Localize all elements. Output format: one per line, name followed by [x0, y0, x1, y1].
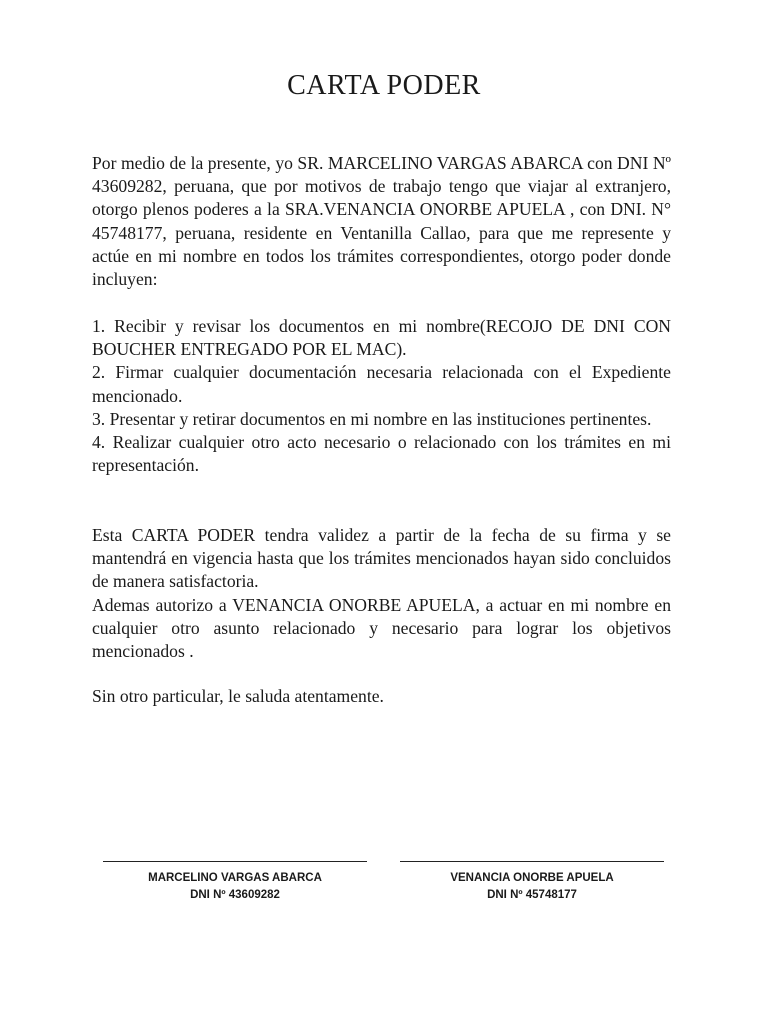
list-item: 1. Recibir y revisar los documentos en mi nombre(RECOJO DE DNI CON BOUCHER ENTREGADO POR EL MAC). [92, 316, 671, 360]
signer-dni: DNI Nº 43609282 [190, 889, 280, 901]
signer-dni: DNI Nº 45748177 [487, 889, 577, 901]
signer-name: VENANCIA ONORBE APUELA [450, 872, 614, 884]
signature-block-grantor [103, 861, 367, 904]
validity-section [92, 524, 671, 663]
signature-block-attorney [400, 861, 664, 904]
additional-authorization-paragraph: Ademas autorizo a VENANCIA ONORBE APUELA, a actuar en mi nombre en cualquier otro asunto relacionado y necesario para lograr los objetivos mencionados . [92, 594, 671, 662]
document-title: CARTA PODER [287, 70, 481, 101]
signature-line [103, 861, 367, 862]
intro-paragraph: Por medio de la presente, yo SR. MARCELINO VARGAS ABARCA con DNI Nº 43609282, peruana, que por motivos de trabajo tengo que viajar al extranjero, otorgo plenos poderes a la SRA.VENANCIA ONORBE APUELA , con DNI. N° 45748177, peruana, residente en Ventanilla Callao, para que me represente y actúe en mi nombre en todos los trámites correspondientes, otorgo poder donde incluyen: [92, 153, 671, 290]
signer-name: MARCELINO VARGAS ABARCA [148, 872, 322, 884]
powers-list [92, 315, 671, 477]
list-item: 3. Presentar y retirar documentos en mi nombre en las instituciones pertinentes. [92, 408, 652, 429]
validity-paragraph: Esta CARTA PODER tendra validez a partir de la fecha de su firma y se mantendrá en vigencia hasta que los trámites mencionados hayan sido concluidos de manera satisfactoria. [92, 525, 671, 592]
list-item: 4. Realizar cualquier otro acto necesario o relacionado con los trámites en mi representación. [92, 432, 671, 476]
farewell-line: Sin otro particular, le saluda atentamente. [92, 686, 384, 706]
signature-line [400, 861, 664, 862]
list-item: 2. Firmar cualquier documentación necesaria relacionada con el Expediente mencionado. [92, 362, 671, 406]
